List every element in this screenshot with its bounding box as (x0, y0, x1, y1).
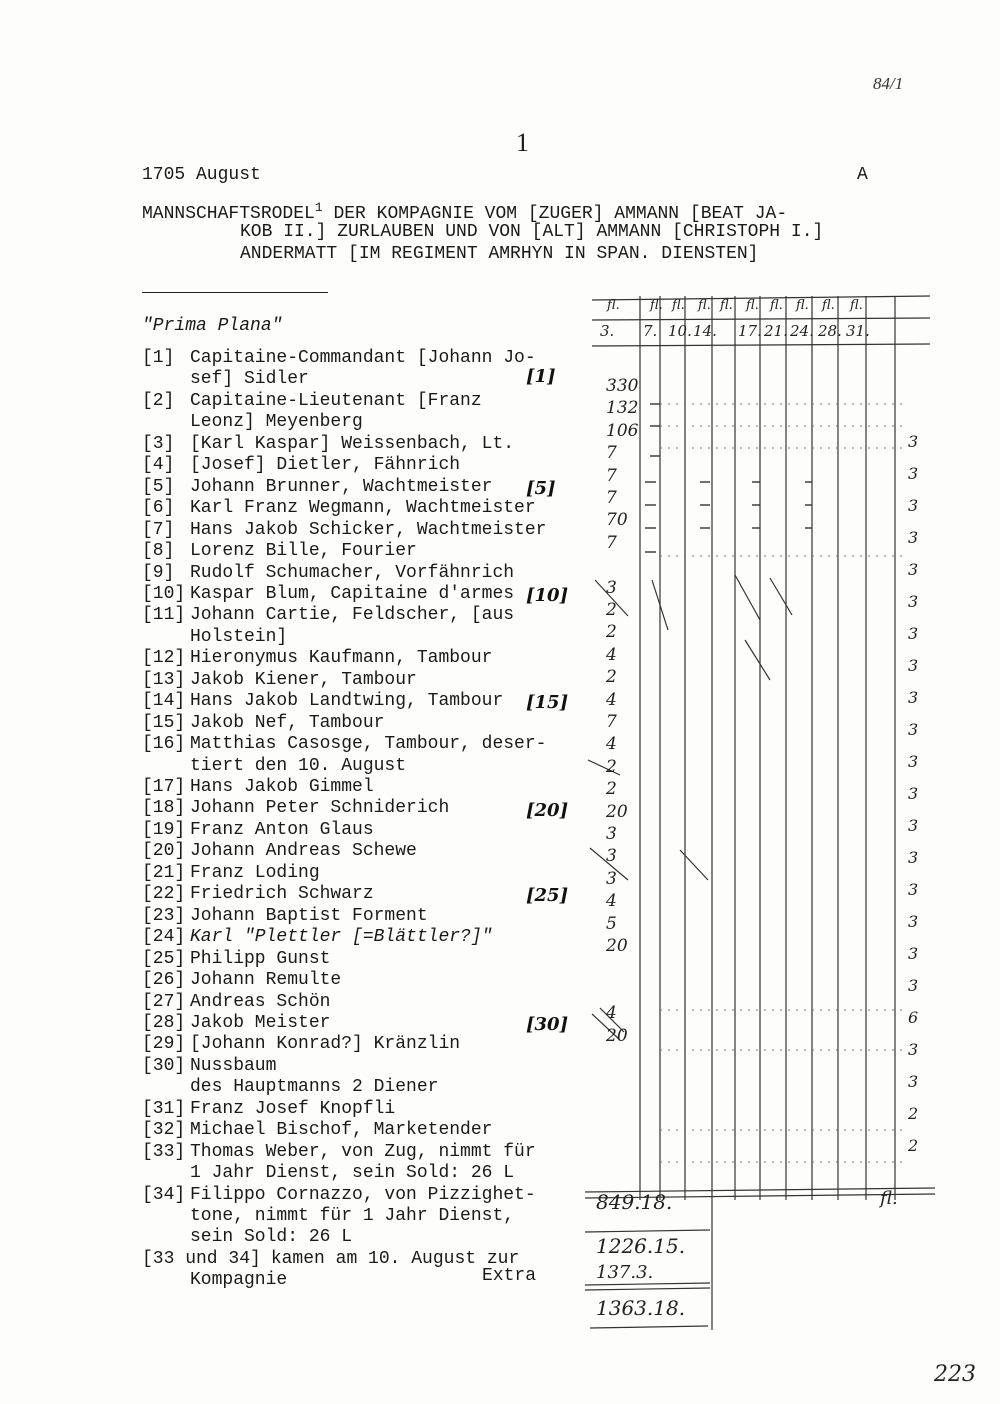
entry-number: [10] (142, 583, 186, 604)
entry-number: [1] (142, 348, 175, 368)
entry-number: [25] (142, 948, 186, 969)
entry-marker: [1] (526, 366, 556, 387)
entry-text: Hans Jakob Landtwing, Tambour (190, 691, 504, 712)
ledger-header-day: 28. (818, 322, 842, 340)
entry-text: [Josef] Dietler, Fähnrich (190, 455, 461, 476)
entry-marker: [30] (526, 1014, 569, 1035)
entry-number: [5] (142, 476, 175, 497)
ledger-header-day: 17. (738, 322, 762, 340)
entry-number: [34] (142, 1184, 186, 1205)
ledger-right-cell: 2 (908, 1136, 919, 1155)
entry-text: Johann Remulte (190, 970, 342, 991)
entry-number: [27] (142, 991, 186, 1012)
entry-text: Johann Peter Schniderich (190, 798, 450, 819)
ledger-header-currency: fl. (698, 298, 711, 313)
ledger-total: 1226.15. (596, 1234, 686, 1258)
entry-number: [15] (142, 712, 186, 733)
entry-text: Franz Josef Knopfli (190, 1098, 396, 1119)
entry-number: [21] (142, 862, 186, 883)
ledger-total: 137.3. (596, 1262, 654, 1283)
entry-number: [9] (142, 562, 175, 583)
entry-marker: [15] (526, 692, 569, 713)
entry-number: [30] (142, 1055, 186, 1076)
entry-text: Matthias Casosge, Tambour, deser- (190, 734, 547, 755)
entry-marker: [5] (526, 478, 556, 499)
entry-marker: [25] (526, 885, 569, 906)
ledger-cell: 20 (606, 936, 628, 956)
title-line-2: KOB II.] ZURLAUBEN UND VON [ALT] AMMANN [CHRISTOPH I.] (240, 222, 824, 242)
entry-text: Filippo Cornazzo, von Pizzighet- (190, 1184, 536, 1205)
title-word: MANNSCHAFTSRODEL (142, 204, 315, 224)
corner-mark: 223 (934, 1362, 976, 1387)
ledger-cell: 2 (606, 667, 617, 688)
entry-text: Kaspar Blum, Capitaine d'armes (190, 583, 515, 604)
entry-number: [22] (142, 884, 186, 905)
ledger-cell: 4 (606, 1003, 617, 1024)
title-tail: DER KOMPAGNIE VOM [ZUGER] AMMANN [BEAT JA- (333, 204, 788, 224)
entry-text: Kompagnie (190, 1270, 288, 1291)
ledger-right-cell: 3 (908, 848, 919, 867)
entry-text: Jakob Nef, Tambour (190, 712, 385, 733)
entry-text: kamen am 10. August zur (270, 1248, 520, 1269)
entry-text: Holstein] (190, 626, 288, 647)
ledger-cell: 2 (606, 600, 617, 620)
entry-number: [32] (142, 1120, 186, 1141)
entry-number: [33] (142, 1141, 186, 1162)
entry-number: [3] (142, 433, 175, 454)
ledger-right-cell: 6 (908, 1008, 919, 1027)
ledger-right-cell: 3 (908, 880, 919, 899)
ledger-cell: 7 (606, 488, 617, 508)
entry-text: [Johann Konrad?] Kränzlin (190, 1034, 461, 1055)
ledger-cell: 2 (606, 779, 617, 800)
ledger-right-cell: 3 (908, 720, 919, 739)
prima-plana-heading: "Prima Plana" (142, 316, 283, 336)
ledger-cell: 3 (606, 824, 617, 844)
entry-number: [4] (142, 455, 175, 476)
entry-number: [33 und 34] (142, 1248, 261, 1269)
ledger-cell: 2 (606, 756, 617, 777)
entry-text: Franz Loding (190, 862, 320, 883)
ledger-header-currency: fl. (770, 298, 783, 313)
entry-number: [12] (142, 648, 186, 669)
ledger-right-cell: 3 (908, 560, 919, 579)
ledger-header-day: 31. (846, 322, 870, 340)
ledger-total: 1363.18. (596, 1296, 686, 1320)
ledger-header-day: 14. (693, 322, 717, 340)
entry-number: [29] (142, 1034, 186, 1055)
entry-text: Johann Brunner, Wachtmeister (190, 476, 493, 497)
ledger-cell: 3 (606, 577, 617, 598)
ledger-cell: 20 (606, 1025, 628, 1046)
entry-text: Lorenz Bille, Fourier (190, 541, 417, 562)
entry-marker: [20] (526, 800, 569, 821)
entry-text: Franz Anton Glaus (190, 819, 374, 840)
entry-text: Friedrich Schwarz (190, 884, 374, 905)
ledger-cell: 4 (606, 891, 617, 912)
entry-number: [18] (142, 798, 186, 819)
ledger-cell: 2 (606, 622, 617, 643)
ledger-right-cell: 3 (908, 784, 919, 803)
entry-text: sein Sold: 26 L (190, 1227, 353, 1248)
ledger-right-cell: 3 (908, 624, 919, 643)
entry-text: Hieronymus Kaufmann, Tambour (190, 648, 493, 669)
entry-text: [Karl Kaspar] Weissenbach, Lt. (190, 433, 515, 454)
ledger-cell: 70 (606, 510, 628, 531)
title-line-3: ANDERMATT [IM REGIMENT AMRHYN IN SPAN. DIENSTEN] (240, 244, 759, 264)
entry-text: Nussbaum (190, 1055, 277, 1076)
entry-text: Hans Jakob Schicker, Wachtmeister (190, 519, 547, 540)
ledger-right-cell: 3 (908, 976, 919, 995)
ledger-cell: 7 (606, 465, 617, 486)
entry-text: Philipp Gunst (190, 948, 331, 969)
ledger-cell: 5 (606, 913, 617, 934)
entry-text: Johann Andreas Schewe (190, 841, 417, 862)
entry-text: tone, nimmt für 1 Jahr Dienst, (190, 1206, 515, 1226)
entry-text: Capitaine-Lieutenant [Franz (190, 390, 482, 411)
ledger-right-cell: 3 (908, 688, 919, 707)
ledger-header-currency: fl. (796, 298, 809, 313)
ledger-cell: 7 (606, 712, 617, 732)
ledger-right-cell: 3 (908, 1072, 919, 1091)
ledger-header-day: 3. (600, 322, 615, 340)
ledger-total-tail: fl. (880, 1188, 898, 1209)
ledger-cell: 20 (606, 801, 628, 822)
ledger-cell: 4 (606, 644, 617, 665)
ledger-right-cell: 3 (908, 592, 919, 611)
ledger-header-currency: fl. (720, 298, 733, 313)
entry-number: [13] (142, 669, 186, 690)
ledger-total: 849.18. (596, 1190, 673, 1214)
entry-number: [14] (142, 691, 186, 712)
entry-text: Rudolf Schumacher, Vorfähnrich (190, 562, 515, 583)
ledger-header-currency: fl. (650, 298, 663, 313)
entry-text: Karl Franz Wegmann, Wachtmeister (190, 498, 536, 519)
ledger-header-currency: fl. (746, 298, 759, 313)
ledger-right-cell: 3 (908, 1040, 919, 1059)
entry-text: 1 Jahr Dienst, sein Sold: 26 L (190, 1163, 515, 1184)
entry-number: [19] (142, 819, 186, 840)
entry-number: [2] (142, 390, 175, 411)
entry-number: [24] (142, 927, 186, 948)
entry-number: [17] (142, 777, 186, 797)
ledger-header-currency: fl. (850, 298, 863, 313)
ledger-right-cell: 3 (908, 816, 919, 835)
ledger-cell: 330 (606, 376, 639, 396)
ledger-header-day: 24. (790, 322, 814, 340)
ledger-header-currency: fl. (607, 298, 620, 313)
entry-number: [16] (142, 734, 186, 755)
entry-text: Leonz] Meyenberg (190, 412, 363, 433)
entry-text: Karl "Plettler [=Blättler?]" (190, 927, 493, 948)
entry-text: Jakob Meister (190, 1012, 331, 1033)
entry-number: [8] (142, 541, 175, 562)
entry-text: Hans Jakob Gimmel (190, 777, 374, 797)
entry-text: Capitaine-Commandant [Johann Jo- (190, 348, 536, 368)
ledger-right-cell: 2 (908, 1104, 919, 1123)
entry-text: des Hauptmanns 2 Diener (190, 1077, 439, 1098)
ledger-cell: 4 (606, 734, 617, 755)
ledger-cell: 4 (606, 689, 617, 710)
ledger-cell: 3 (606, 868, 617, 889)
ledger-right-cell: 3 (908, 528, 919, 547)
ledger-cell: 3 (606, 846, 617, 867)
ledger-header-currency: fl. (672, 298, 685, 313)
entry-number: [23] (142, 905, 186, 926)
entry-marker: [10] (526, 585, 569, 606)
ledger-header-currency: fl. (822, 298, 835, 313)
ledger-right-cell: 3 (908, 944, 919, 963)
entry-number: [7] (142, 519, 175, 540)
date-heading: 1705 August (142, 165, 261, 185)
entry-number: [26] (142, 970, 186, 991)
entry-number: [20] (142, 841, 186, 862)
page-number: 1 (516, 128, 529, 157)
ledger-right-cell: 3 (908, 432, 919, 451)
ledger-right-cell: 3 (908, 496, 919, 515)
page-reference: 84/1 (873, 74, 904, 93)
ledger-right-cell: 3 (908, 464, 919, 483)
entry-text: Johann Cartie, Feldscher, [aus (190, 605, 515, 626)
entry-number: [28] (142, 1012, 186, 1033)
entry-text: Johann Baptist Forment (190, 905, 428, 926)
ledger-cell: 106 (606, 420, 639, 441)
entry-text: Jakob Kiener, Tambour (190, 669, 417, 690)
ledger-header-day: 21. (764, 322, 788, 340)
ledger-cell: 7 (606, 532, 617, 553)
entry-text: Thomas Weber, von Zug, nimmt für (190, 1141, 536, 1162)
title-footnote: 1 (314, 200, 323, 215)
ledger-header-day: 10. (668, 322, 692, 340)
ledger-cell: 7 (606, 443, 617, 464)
entry-text: sef] Sidler (190, 369, 309, 390)
extra-label: Extra (482, 1266, 537, 1286)
ledger-right-cell: 3 (908, 752, 919, 771)
entry-text: tiert den 10. August (190, 755, 407, 776)
entry-number: [11] (142, 605, 186, 626)
entry-text: Michael Bischof, Marketender (190, 1120, 493, 1141)
ledger-right-cell: 3 (908, 656, 919, 675)
ledger-cell: 132 (606, 398, 639, 419)
ledger-header-day: 7. (643, 322, 658, 340)
entry-number: [31] (142, 1098, 186, 1119)
entry-text: Andreas Schön (190, 991, 331, 1012)
entry-number: [6] (142, 498, 175, 519)
section-letter: A (857, 165, 868, 185)
ledger-right-cell: 3 (908, 912, 919, 931)
